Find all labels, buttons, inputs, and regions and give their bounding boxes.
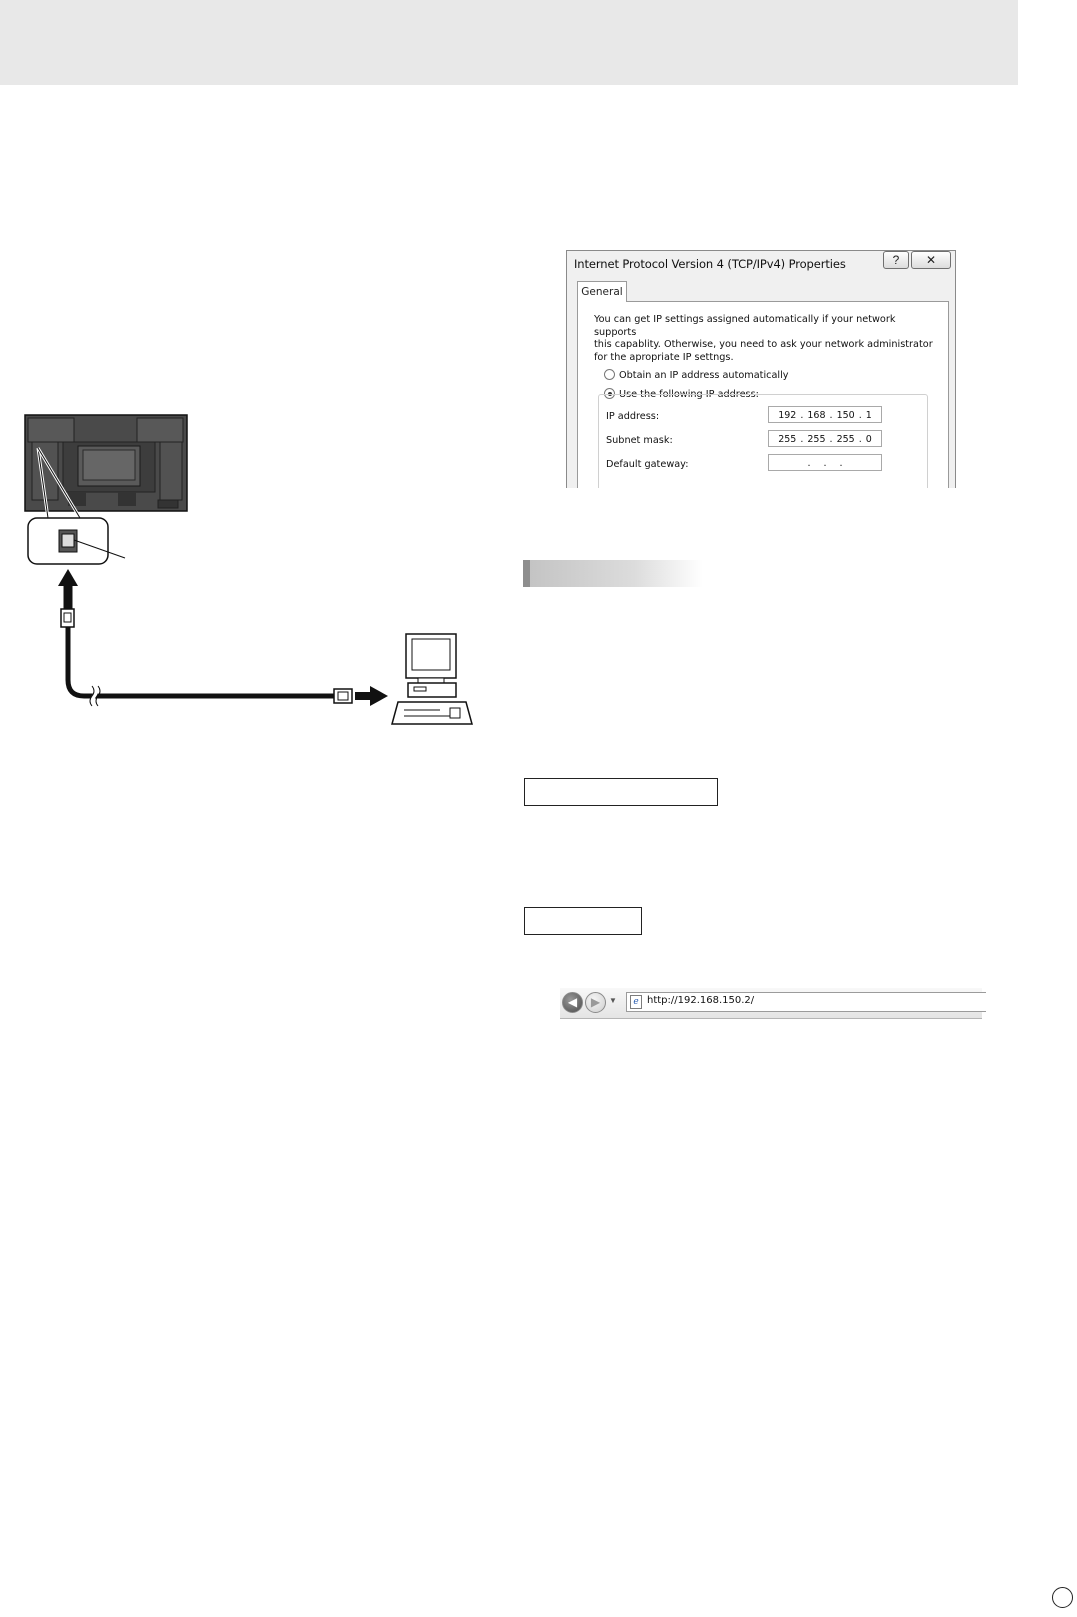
subnet-mask-input[interactable]: 255 . 255 . 255 . 0 [768, 430, 882, 447]
radio-obtain-automatically[interactable] [604, 369, 789, 381]
lan-port-icon [59, 530, 77, 552]
page-icon: e [630, 995, 642, 1009]
default-gateway-input[interactable]: . . . [768, 454, 882, 471]
outlined-label-box [524, 778, 718, 806]
dialog-intro-text: You can get IP settings assigned automatically if your network supports this capablity. Otherwise, you need to ask your network administrator for the apropriate IP settngs. [594, 314, 933, 363]
header-band [0, 0, 1018, 85]
dialog-title: Internet Protocol Version 4 (TCP/IPv4) Properties [574, 257, 846, 271]
lan-connection-diagram [20, 410, 480, 740]
lan-cable-icon [61, 609, 352, 706]
tcpip-properties-dialog [566, 250, 956, 488]
outlined-label-box [524, 907, 642, 935]
subnet-mask-label: Subnet mask: [606, 435, 673, 446]
history-dropdown-icon[interactable]: ▼ [609, 996, 617, 1005]
section-heading-bar [523, 560, 703, 587]
close-button[interactable]: ✕ [911, 251, 951, 269]
help-button[interactable]: ? [883, 251, 909, 269]
default-gateway-label: Default gateway: [606, 459, 689, 470]
display-rear-panel-icon [25, 415, 187, 511]
radio-unchecked-icon [604, 369, 615, 380]
url-text: http://192.168.150.2/ [647, 995, 755, 1006]
ip-address-label: IP address: [606, 411, 660, 422]
radio-auto-label: Obtain an IP address automatically [619, 370, 789, 381]
tab-general[interactable]: General [577, 281, 627, 302]
radio-manual-label: Use the following IP address: [619, 389, 759, 400]
url-field[interactable] [626, 992, 986, 1012]
browser-address-bar [560, 988, 982, 1019]
page-marker-circle [1052, 1587, 1073, 1608]
forward-arrow-icon[interactable]: ▶ [585, 992, 606, 1013]
general-tab-panel [577, 301, 949, 488]
ip-address-input[interactable]: 192 . 168 . 150 . 1 [768, 406, 882, 423]
computer-icon [392, 634, 472, 724]
back-arrow-icon[interactable]: ◀ [562, 992, 583, 1013]
